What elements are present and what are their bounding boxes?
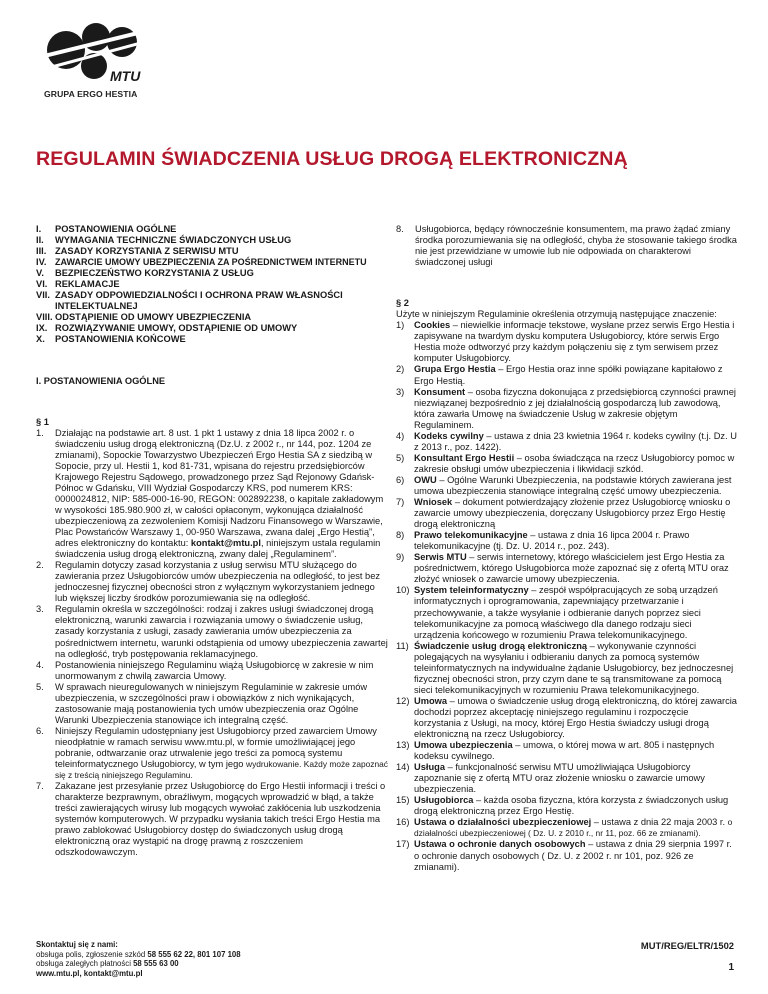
definition-term: Wniosek	[414, 497, 453, 508]
definition-item	[396, 585, 738, 640]
paragraph-number: § 1	[36, 416, 49, 427]
toc-item	[36, 290, 388, 312]
definition-body	[414, 431, 738, 453]
item-text-part: Niniejszy Regulamin udostępniany jest Usługobiorcy przed zawarciem Umowy nieodpłatnie w ramach serwisu www.mtu.pl, w formie umożliwiającej jego pobranie, odtwarzanie oraz utrwalenie jego treści za pomocą systemu teleinformatycznego Usługobiorcy, w tym jego	[55, 725, 377, 770]
toc-number: I.	[36, 224, 42, 234]
toc-label: POSTANOWIENIA KOŃCOWE	[55, 334, 186, 345]
definition-item	[396, 475, 738, 497]
definition-text: – wykonywanie czynności polegających na wysyłaniu i odbieraniu danych za pomocą systemów teleinformatycznych na indywidualne żądanie Usługobiorcy, bez jednoczesnej fizycznej obecności stron, przy czym dane te są transmitowane za pomocą sieci telekomunikacyjnych w rozumieniu Prawa telekomunikacyjnego.	[414, 640, 734, 695]
definition-text: – ustawa z dnia 16 lipca 2004 r. Prawo telekomunikacyjne (tj. Dz. U. 2014 r., poz. 243).	[414, 530, 690, 552]
definition-item	[396, 530, 738, 552]
definition-number: 16)	[396, 817, 410, 828]
definition-item	[396, 740, 738, 762]
definition-item	[396, 431, 738, 453]
definition-text: – umowa, o której mowa w art. 805 i następnych kodeksu cywilnego.	[414, 740, 715, 762]
definition-body	[414, 740, 738, 762]
definition-term: Cookies	[414, 320, 451, 331]
definition-text: – osoba świadcząca na rzecz Usługobiorcy pomoc w zakresie obsługi umów ubezpieczenia i likwidacji szkód.	[414, 452, 735, 474]
definition-number: 12)	[396, 695, 410, 706]
item-text-part: , niniejszym ustala regulamin świadczenia usług drogą elektroniczną, zwany dalej „Regulaminem”.	[55, 538, 381, 560]
toc-item	[36, 323, 388, 334]
definition-number: 6)	[396, 474, 405, 485]
item-text-part: Działając na podstawie art. 8 ust. 1 pkt 1 ustawy z dnia 18 lipca 2002 r. o świadczeniu usług drogą elektroniczną (Dz.U. z 2002 r., nr 144, poz. 1204 ze zmianami), Sopockie Towarzystwo Ubezpieczeń Ergo Hestia SA z siedzibą w Sopocie, przy ul. Hestii 1, kod 81-731, wpisana do rejestru przedsiębiorców Krajowego Rejestru Sądowego, prowadzonego przez Sąd Rejonowy Gdańsk-Północ w Gdańsku, VIII Wydział Gospodarczy KRS, pod numerem KRS: 0000024812, NIP: 585-000-16-90, REGON: 002892238, o kapitale zakładowym w wysokości 185.980.900 zł, w całości opłaconym, wykonująca działalność ubezpieczeniową za zezwoleniem Komisji Nadzoru Finansowego w Warszawie, Plac Powstańców Warszawy 1, 00-950 Warszawa, zwana dalej „Ergo Hestią”, adres elektroniczny do kontaktu:	[55, 427, 384, 549]
item-text	[55, 726, 388, 781]
item-text: Regulamin dotyczy zasad korzystania z usług serwisu MTU służącego do zawierania przez Usługobiorców umów ubezpieczenia na odległość, to jest bez jednoczesnej fizycznej obecności stron z wyłącznym wykorzystaniem jednego lub większej liczby środków porozumiewania się na odległość.	[55, 560, 381, 604]
definition-item	[396, 641, 738, 696]
definition-number: 7)	[396, 497, 405, 508]
definition-item	[396, 453, 738, 475]
definition-number: 3)	[396, 386, 405, 397]
definitions-list	[396, 320, 738, 872]
logo-text: MTU	[110, 68, 141, 84]
toc-label: ZAWARCIE UMOWY UBEZPIECZENIA ZA POŚREDNICTWEM INTERNETU	[55, 257, 367, 268]
footer-line	[36, 959, 241, 969]
toc-number: VII.	[36, 290, 50, 301]
page-title: REGULAMIN ŚWIADCZENIA USŁUG DROGĄ ELEKTRONICZNĄ	[36, 148, 628, 170]
definition-body	[414, 497, 738, 530]
definition-number: 13)	[396, 740, 410, 751]
paragraph-number: § 2	[396, 298, 409, 309]
toc-number: X.	[36, 334, 45, 345]
definition-term: Konsument	[414, 386, 466, 397]
definition-body	[414, 320, 738, 364]
section1-list-continued	[396, 224, 738, 268]
definition-text: – osoba fizyczna dokonująca z przedsiębiorcą czynności prawnej niezwiązanej bezpośrednio z jej działalnością gospodarczą lub zawodową, która zawarła Umowę na świadczenie Usług w zakresie objętym Regulaminem.	[414, 386, 736, 430]
definition-item	[396, 817, 738, 839]
definition-term: OWU	[414, 474, 437, 485]
definition-number: 14)	[396, 762, 410, 773]
definition-text: – każda osoba fizyczna, która korzysta z świadczonych usług drogą elektroniczną przez Ergo Hestię.	[414, 795, 729, 817]
toc-label: ROZWIĄZYWANIE UMOWY, ODSTĄPIENIE OD UMOWY	[55, 323, 298, 334]
mtu-logo	[44, 22, 154, 84]
item-number: 1.	[36, 427, 44, 438]
footer-text: obsługa polis, zgłoszenie szkód	[36, 949, 148, 959]
logo-caption: GRUPA ERGO HESTIA	[44, 89, 138, 99]
mtu-logo-graphic	[44, 22, 154, 84]
toc-label: ZASADY KORZYSTANIA Z SERWISU MTU	[55, 246, 239, 257]
toc-label: ZASADY ODPOWIEDZIALNOŚCI I OCHRONA PRAW WŁASNOŚCI INTELEKTUALNEJ	[55, 290, 343, 312]
footer-contact	[36, 940, 241, 978]
toc-number: VIII.	[36, 312, 53, 323]
definition-number: 1)	[396, 320, 405, 331]
definition-body	[414, 387, 738, 431]
definition-number: 11)	[396, 640, 409, 651]
section-heading: I. POSTANOWIENIA OGÓLNE	[36, 375, 166, 386]
definition-term: System teleinformatyczny	[414, 585, 529, 596]
definition-number: 17)	[396, 839, 410, 850]
definitions-intro: Użyte w niniejszym Regulaminie określenia otrzymują następujące znaczenie:	[396, 309, 717, 320]
item-text: W sprawach nieuregulowanych w niniejszym Regulaminie w zakresie umów ubezpieczenia, w szczególności praw i obowiązków z nich wynikających, zastosowanie mają postanowienia tych umów ubezpieczenia oraz Ogólne Warunki Ubezpieczenia stanowiące ich integralną część.	[55, 681, 368, 725]
definition-body	[414, 762, 738, 795]
definition-number: 15)	[396, 795, 410, 806]
definition-number: 9)	[396, 552, 405, 563]
definition-text: – ustawa z dnia 23 kwietnia 1964 r. kodeks cywilny (t.j. Dz. U z 2013 r., poz. 1422).	[414, 430, 737, 452]
toc-item	[36, 224, 388, 235]
toc-item	[36, 257, 388, 268]
item-text: Usługobiorca, będący równocześnie konsumentem, ma prawo żądać zmiany środka porozumiewania się na odległość, chyba że stosowanie takiego środka nie jest przewidziane w umowie lub nie odpowiada on charakterowi świadczonej usługi	[415, 224, 737, 268]
definition-body	[414, 475, 738, 497]
footer-phone[interactable]: 58 555 62 22, 801 107 108	[147, 949, 241, 959]
footer-heading: Skontaktuj się z nami:	[36, 940, 118, 949]
definition-body	[414, 530, 738, 552]
definition-term: Umowa	[414, 695, 448, 706]
item-number: 4.	[36, 659, 44, 670]
definition-number: 8)	[396, 530, 405, 541]
toc-number: II.	[36, 235, 44, 246]
definition-term: Serwis MTU	[414, 552, 467, 563]
toc-item	[36, 246, 388, 257]
item-number: 5.	[36, 681, 44, 692]
definition-item	[396, 762, 738, 795]
page-number: 1	[728, 962, 734, 973]
toc-item	[36, 334, 388, 345]
definition-text-small: o działalności ubezpieczeniowej ( Dz. U. z 2010 r., nr 11, poz. 66 ze zmianami).	[414, 817, 733, 839]
definition-text: – Ogólne Warunki Ubezpieczenia, na podstawie których zawierana jest umowa ubezpieczenia stanowiące integralną część umowy ubezpieczenia.	[414, 474, 732, 496]
definition-item	[396, 320, 738, 364]
definition-body	[414, 817, 738, 839]
item-text	[55, 428, 388, 561]
definition-body	[414, 641, 738, 696]
definition-body	[414, 552, 738, 585]
toc-item	[36, 235, 388, 246]
footer-text: obsługa zaległych płatności	[36, 959, 134, 969]
definition-body	[414, 364, 738, 386]
definition-term: Usługobiorca	[414, 795, 474, 806]
item-text: Postanowienia niniejszego Regulaminu wiążą Usługobiorcę w zakresie w nim unormowanym z chwilą zawarcia Umowy.	[55, 659, 374, 681]
toc-number: V.	[36, 268, 44, 279]
definition-body	[414, 585, 738, 640]
definition-body	[414, 839, 738, 872]
right-column	[396, 224, 738, 873]
toc-number: IX.	[36, 323, 48, 334]
item-number: 7.	[36, 781, 44, 792]
definition-term: Grupa Ergo Hestia	[414, 364, 496, 375]
definition-text: – umowa o świadczenie usług drogą elektroniczną, do której zawarcia dochodzi poprzez akceptację niniejszego regulaminu i rozpoczęcie korzystania z Usługi, na mocy, której Ergo Hestia świadczy usługi drogą elektroniczną na rzecz Usługobiorcy.	[414, 695, 737, 740]
definition-number: 2)	[396, 364, 405, 375]
toc-number: IV.	[36, 257, 47, 268]
toc-number: VI.	[36, 279, 48, 290]
item-text: Zakazane jest przesyłanie przez Usługobiorcę do Ergo Hestii informacji i treści o charakterze bezprawnym, obraźliwym, mogących wprowadzić w błąd, a także treści zawierających wirusy lub mogących wywołać zakłócenia lub uszkodzenia systemów komputerowych. W przypadku wysłania takich treści Ergo Hestia ma prawo zablokować Usługobiorcy dostęp do świadczonych usług drogą elektroniczną oraz wystąpić na drogę prawną z roszczeniem odszkodowawczym.	[55, 781, 386, 858]
toc-label: BEZPIECZEŃSTWO KORZYSTANIA Z USŁUG	[55, 268, 254, 279]
toc-item	[36, 312, 388, 323]
definition-body	[414, 453, 738, 475]
definition-term: Kodeks cywilny	[414, 430, 484, 441]
footer-phone[interactable]: 58 555 63 00	[133, 959, 179, 969]
definition-term: Ustawa o ochronie danych osobowych	[414, 839, 586, 850]
definition-term: Ustawa o działalności ubezpieczeniowej	[414, 817, 592, 828]
toc-label: REKLAMACJE	[55, 279, 120, 290]
toc-label: ODSTĄPIENIE OD UMOWY UBEZPIECZENIA	[55, 312, 252, 323]
definition-item	[396, 696, 738, 740]
definition-text: – ustawa z dnia 29 sierpnia 1997 r. o ochronie danych osobowych ( Dz. U. z 2002 r. nr 101, poz. 926 ze zmianami).	[414, 839, 732, 872]
table-of-contents	[36, 224, 388, 346]
item-text: Regulamin określa w szczególności: rodzaj i zakres usługi świadczonej drogą elektroniczną, warunki zawarcia i rozwiązania umowy o świadczenie usług, zasady korzystania z usługi, zasady zawierania umów ubezpieczenia za pośrednictwem internetu, warunki odstąpienia od umowy ubezpieczenia zawartej na odległość, tryb postępowania reklamacyjnego.	[55, 604, 388, 659]
section1-list	[36, 428, 388, 859]
definition-item	[396, 387, 738, 431]
definition-term: Umowa ubezpieczenia	[414, 740, 513, 751]
item-number: 6.	[36, 725, 44, 736]
definition-text: – serwis internetowy, którego właścicielem jest Ergo Hestia za pośrednictwem, którego Usługobiorca może zapoznać się z ofertą MTU oraz złożyć wniosek o zawarcie umowy ubezpieczenia.	[414, 552, 729, 585]
list-item	[36, 660, 388, 682]
toc-item	[36, 268, 388, 279]
document-id: MUT/REG/ELTR/1502	[640, 940, 734, 951]
definition-text: – funkcjonalność serwisu MTU umożliwiająca Usługobiorcy zapoznanie się z ofertą MTU oraz złożenie wniosku o zawarcie umowy ubezpieczenia.	[414, 762, 705, 795]
footer-line	[36, 950, 241, 960]
item-number: 3.	[36, 604, 44, 615]
definition-item	[396, 552, 738, 585]
list-item	[396, 224, 738, 268]
definition-term: Prawo telekomunikacyjne	[414, 530, 528, 541]
definition-term: Świadczenie usług drogą elektroniczną	[414, 640, 588, 651]
definition-item	[396, 795, 738, 817]
list-item	[36, 682, 388, 726]
definition-text: – ustawa z dnia 22 maja 2003 r.	[591, 817, 728, 828]
definition-text: – niewielkie informacje tekstowe, wysłane przez serwis Ergo Hestia i zapisywane na twardym dysku komputera Usługobiorcy, które serwis Ergo Hestia może odtworzyć przy każdym połączeniu się z tym serwisem przez komputer Usługobiorcy.	[414, 320, 735, 364]
toc-number: III.	[36, 246, 47, 257]
list-item	[36, 726, 388, 781]
definition-body	[414, 795, 738, 817]
item-number: 2.	[36, 560, 44, 571]
toc-label: WYMAGANIA TECHNICZNE ŚWIADCZONYCH USŁUG	[55, 235, 292, 246]
definition-term: Konsultant Ergo Hestii	[414, 452, 515, 463]
list-item	[36, 781, 388, 858]
definition-item	[396, 364, 738, 386]
toc-label: POSTANOWIENIA OGÓLNE	[55, 224, 177, 234]
definition-text: – zespół współpracujących ze sobą urządzeń informatycznych i oprogramowania, zapewniający przetwarzanie i przechowywanie, a także wysyłanie i odbieranie danych poprzez sieci telekomunikacyjne za pomocą właściwego dla danego rodzaju sieci urządzenia końcowego w rozumieniu Prawa telekomunikacyjnego.	[414, 585, 718, 640]
definition-item	[396, 497, 738, 530]
definition-text: – Ergo Hestia oraz inne spółki powiązane kapitałowo z Ergo Hestią.	[414, 364, 723, 386]
toc-item	[36, 279, 388, 290]
contact-email-link[interactable]: kontakt@mtu.pl	[190, 538, 261, 549]
list-item	[36, 560, 388, 604]
definition-item	[396, 839, 738, 872]
list-item	[36, 428, 388, 561]
definition-number: 5)	[396, 452, 405, 463]
left-column	[36, 224, 388, 858]
item-text-small: wydrukowanie. Każdy może zapoznać się z treścią niniejszego Regulaminu.	[55, 759, 388, 781]
definition-text: – dokument potwierdzający złożenie przez Usługobiorcę wniosku o zawarcie umowy ubezpieczenia, doręczany Usługobiorcy przez Ergo Hestię drogą elektroniczną	[414, 497, 731, 530]
definition-term: Usługa	[414, 762, 445, 773]
footer-links[interactable]: www.mtu.pl, kontakt@mtu.pl	[36, 968, 143, 978]
definition-number: 10)	[396, 585, 410, 596]
definition-number: 4)	[396, 430, 405, 441]
definition-body	[414, 696, 738, 740]
item-number: 8.	[396, 224, 404, 234]
list-item	[36, 604, 388, 659]
